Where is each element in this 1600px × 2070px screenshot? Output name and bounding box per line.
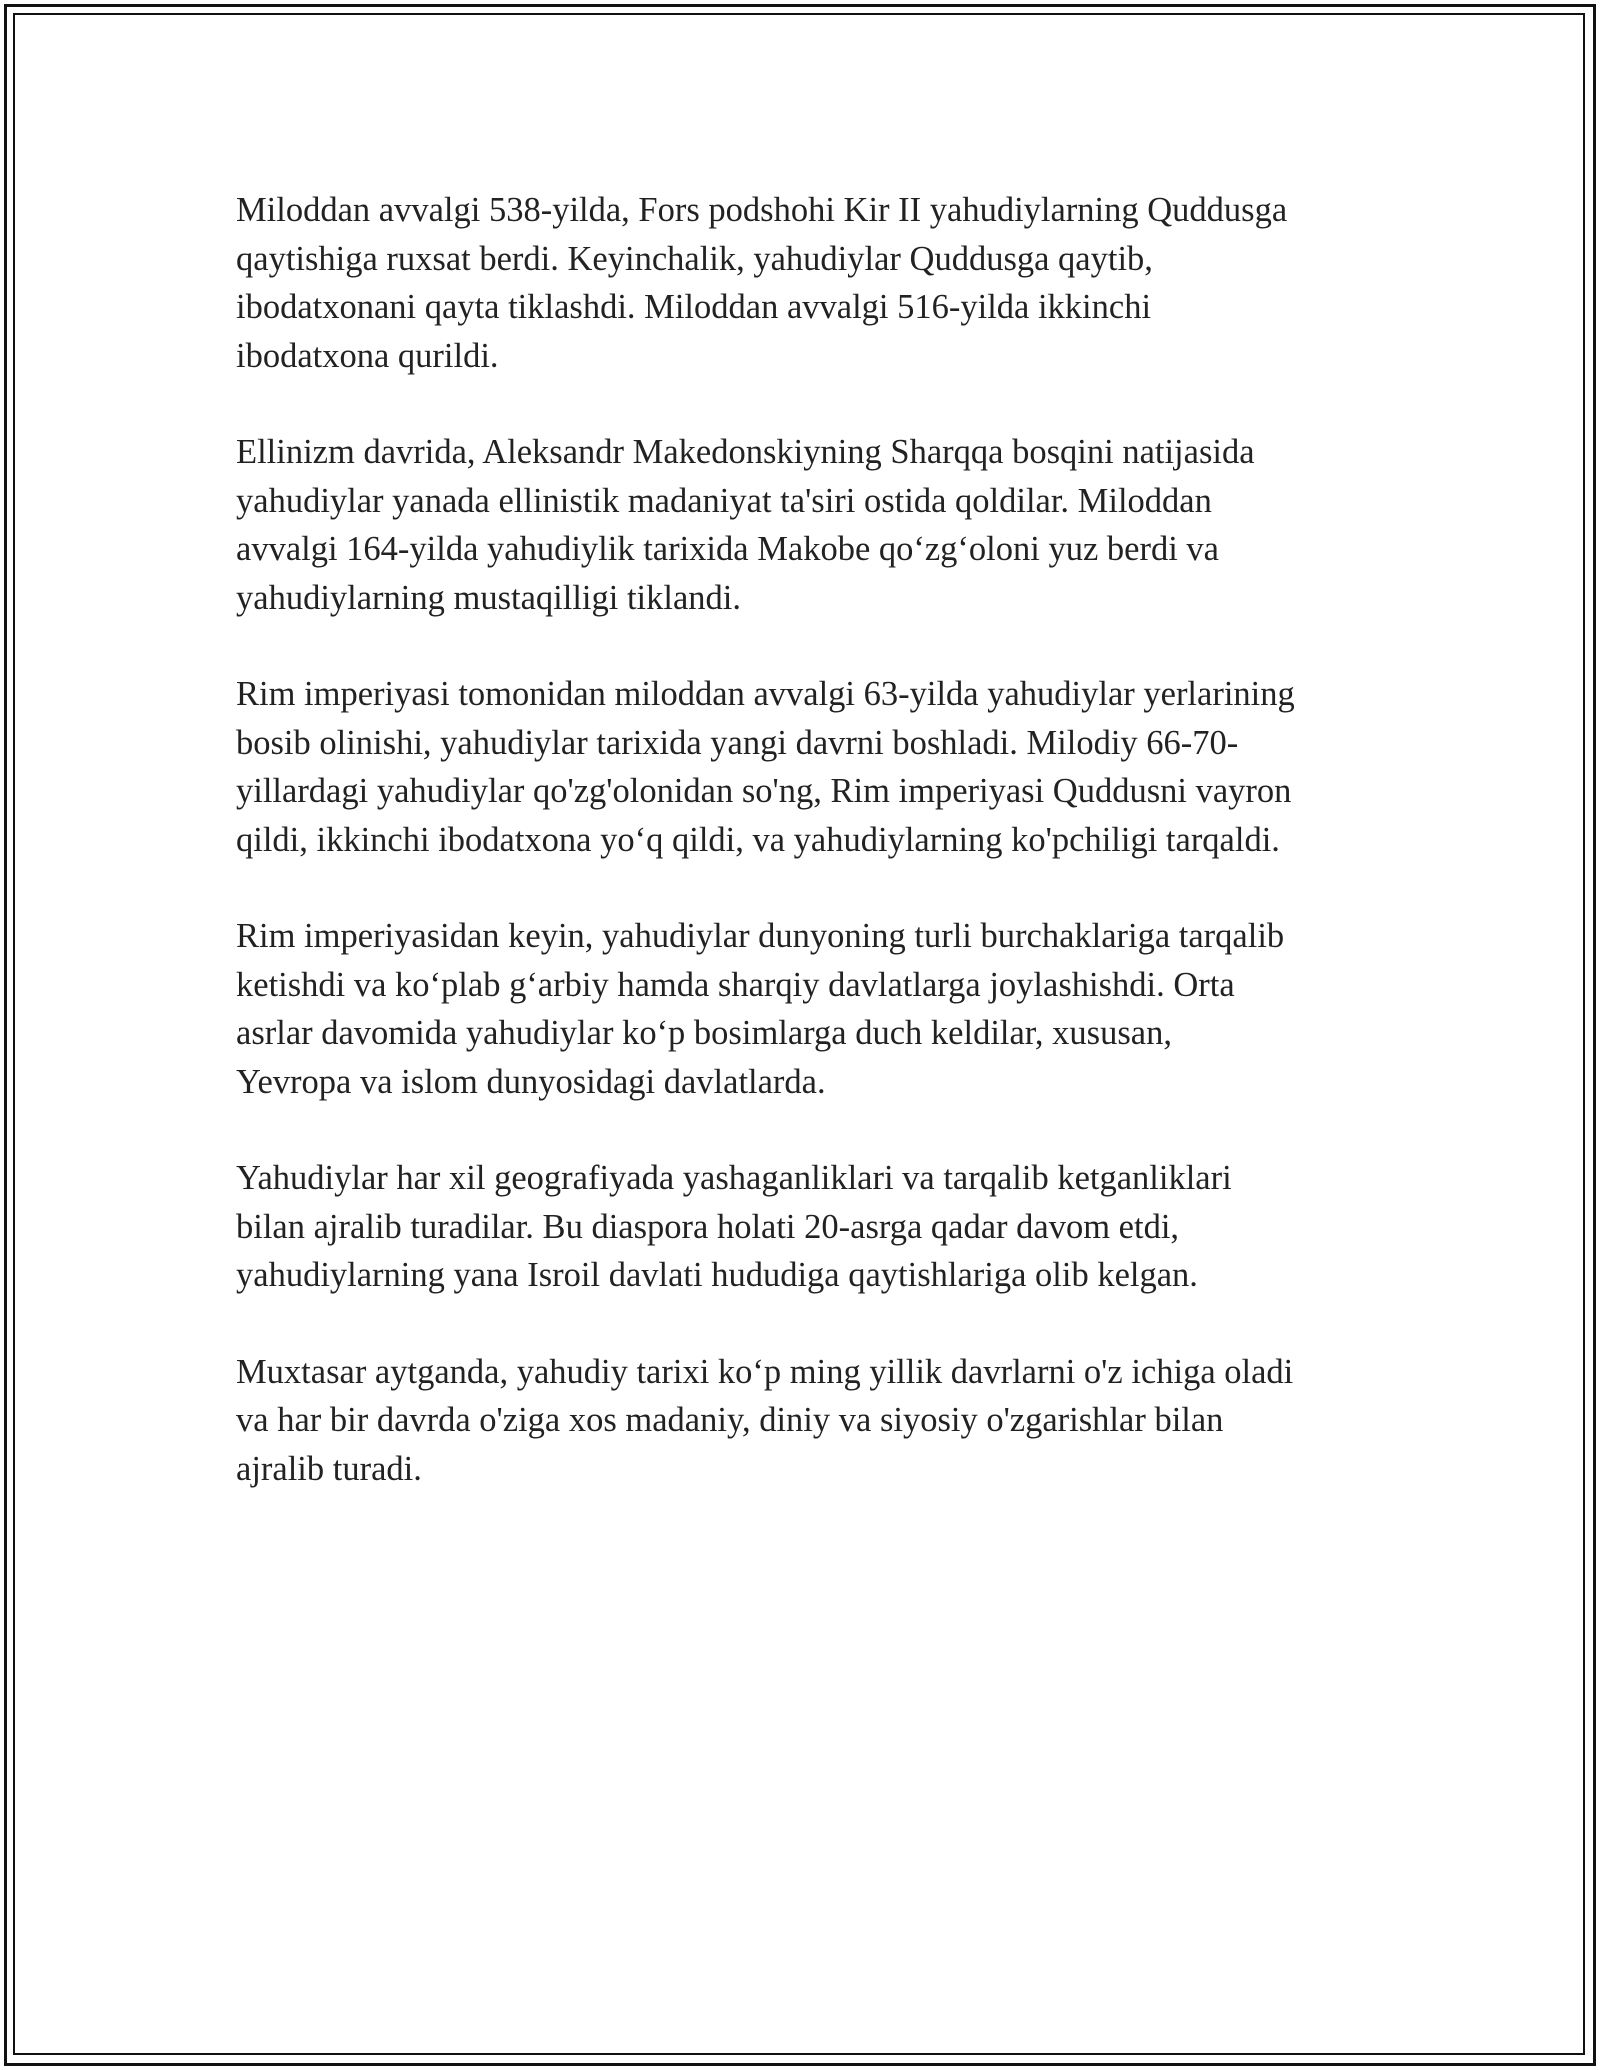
document-body <box>236 186 1366 1541</box>
paragraph-5: Yahudiylar har xil geografiyada yashaganliklari va tarqalib ketganliklari bilan ajralib turadilar. Bu diaspora holati 20-asrga qadar davom etdi, yahudiylarning yana Isroil davlati hududiga qaytishlariga olib kelgan. <box>236 1159 1232 1294</box>
paragraph-4: Rim imperiyasidan keyin, yahudiylar dunyoning turli burchaklariga tarqalib ketishdi va ko‘plab g‘arbiy hamda sharqiy davlatlarga joylashishdi. Orta asrlar davomida yahudiylar koʻp bosimlarga duch keldilar, xususan, Yevropa va islom dunyosidagi davlatlarda. <box>236 917 1285 1101</box>
paragraph-3: Rim imperiyasi tomonidan miloddan avvalgi 63-yilda yahudiylar yerlarining bosib olinishi, yahudiylar tarixida yangi davrni boshladi. Milodiy 66-70- yillardagi yahudiylar qo'zg'olonidan so'ng, Rim imperiyasi Quddusni vayron qildi, ikkinchi ibodatxona yo‘q qildi, va yahudiylarning ko'pchiligi tarqaldi. <box>236 675 1295 859</box>
paragraph-6: Muxtasar aytganda, yahudiy tarixi ko‘p ming yillik davrlarni o'z ichiga oladi va har bir davrda o'ziga xos madaniy, diniy va siyosiy o'zgarishlar bilan ajralib turadi. <box>236 1352 1294 1488</box>
paragraph-1: Miloddan avvalgi 538-yilda, Fors podshohi Kir II yahudiylarning Quddusga qaytishiga ruxsat berdi. Keyinchalik, yahudiylar Quddusga qaytib, ibodatxonani qayta tiklashdi. Miloddan avvalgi 516-yilda ikkinchi ibodatxona qurildi. <box>236 191 1288 375</box>
paragraph-2: Ellinizm davrida, Aleksandr Makedonskiyning Sharqqa bosqini natijasida yahudiylar yanada ellinistik madaniyat ta'siri ostida qoldilar. Miloddan avvalgi 164-yilda yahudiylik tarixida Makobe qo‘zg‘oloni yuz berdi va yahudiylarning mustaqilligi tiklandi. <box>236 433 1255 617</box>
